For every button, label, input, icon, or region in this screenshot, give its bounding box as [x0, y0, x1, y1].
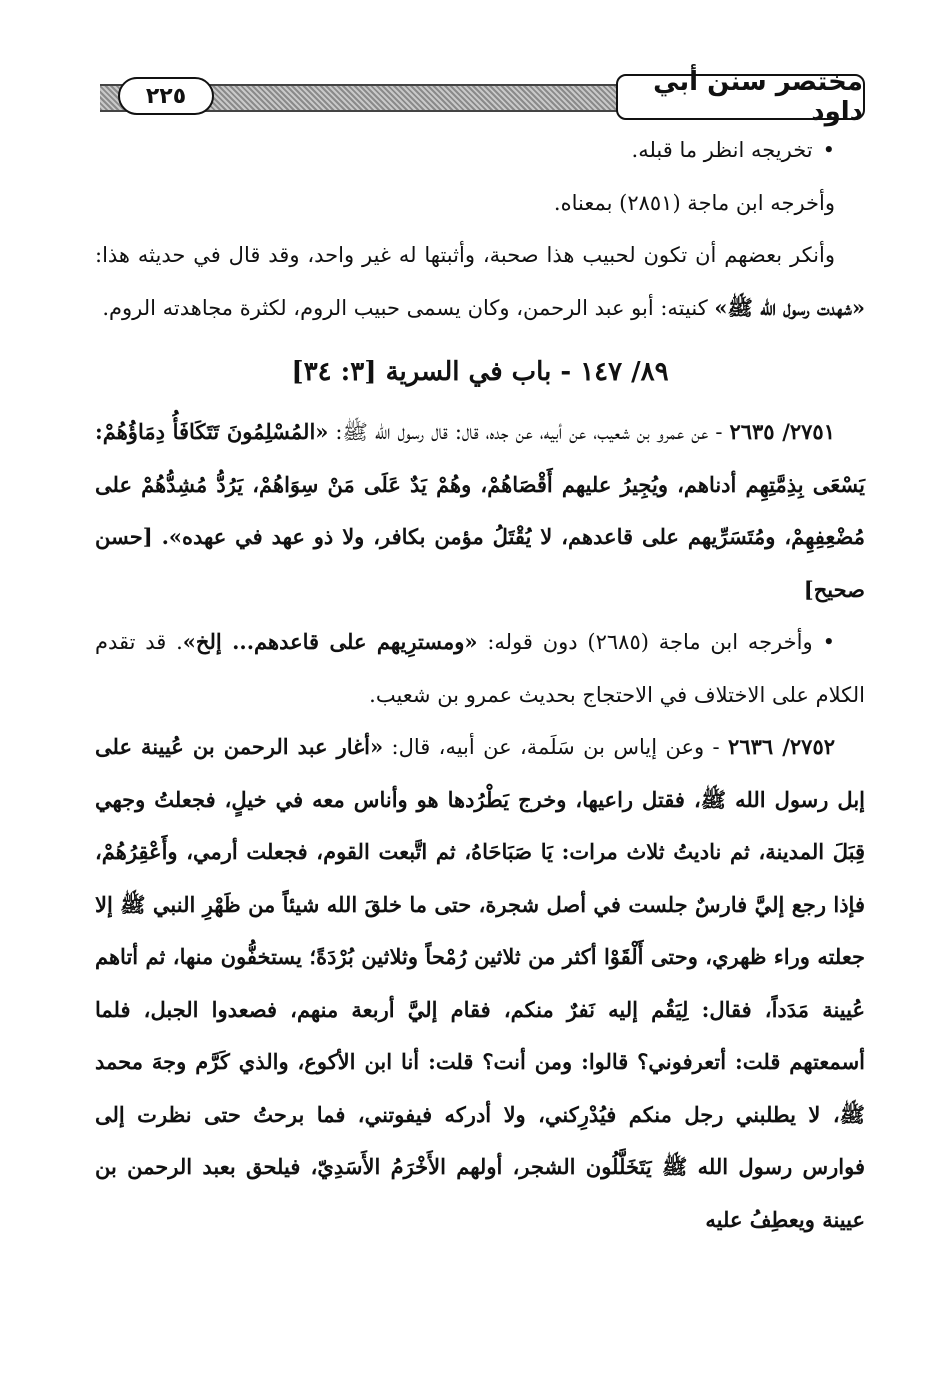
- footnote-paragraph: [95, 229, 865, 334]
- book-title: مختصر سنن أبي داود: [616, 74, 865, 120]
- hadith-text: «أغار عبد الرحمن بن عُيينة على إبل رسول الله ﷺ، فقتل راعيها، وخرج يَطْرُدها هو وأناس معه في خيلٍ، فجعلتُ وجهي قِبَلَ المدينة، ثم ناديتُ ثلاث مرات: يَا صَبَاحَاهُ، ثم اتَّبعت القوم، فجعلت أرمي، وأَعْقِرُهُمْ، فإذا رجع إليَّ فارسٌ جلست في أصل شجرة، حتى ما خلقَ الله شيئاً من ظَهْرِ النبي ﷺ إلا جعلته وراء ظهري، وحتى أَلْقَوْا أكثر من ثلاثين رُمْحاً وثلاثين بُرْدَةً؛ يستخفُّون منها، ثم أتاهم عُيينة مَدَداً، فقال: لِيَقُم إليه نَفرٌ منكم، فقام إليَّ أربعة منهم، فصعدوا الجبل، فلما أسمعتهم قلت: أتعرفوني؟ قالوا: ومن أنت؟ قلت: أنا ابن الأكوع، والذي كَرَّم وجهَ محمد ﷺ، لا يطلبني رجل منكم فيُدْرِكني، ولا أدركه فيفوتني، فما برحتُ حتى نظرت إلى فوارس رسول الله ﷺ يَتَخَلَّلُون الشجر، أولهم الأَخْرَمُ الأَسَدِيّ، فيلحق بعبد الرحمن بن عيينة ويعطِفُ عليه: [95, 734, 865, 1232]
- quote-text: «شهدت رسول الله ﷺ»: [714, 294, 865, 320]
- paragraph-text: وأنكر بعضهم أن تكون لحبيب هذا صحبة، وأثبتها له غير واحد، وقد قال في حديثه هذا:: [95, 243, 835, 267]
- chapter-heading: ٨٩/ ١٤٧ - باب في السرية [٣: ٣٤]: [291, 357, 669, 387]
- hadith-2752: [95, 721, 865, 1246]
- footnote-paragraph: • تخريجه انظر ما قبله.: [95, 124, 865, 177]
- page-body: [95, 124, 865, 1246]
- note-text: وأخرجه ابن ماجة (٢٦٨٥) دون قوله:: [477, 630, 813, 654]
- hadith-2751: [95, 406, 865, 616]
- page-number: ٢٢٥: [118, 77, 214, 115]
- hadith-chain: - وعن إياس بن سَلَمة، عن أبيه، قال:: [383, 735, 729, 759]
- hadith-text: «المُسْلِمُونَ تَتَكَافَأُ دِمَاؤُهُمْ: يَسْعَى بِذِمَّتِهِم أدناهم، ويُجِيرُ عليهم أَقْصَاهُمْ، وهُمْ يَدٌ عَلَى مَنْ سِوَاهُمْ، يَرُدُّ مُشِدُّهُمْ على مُضْعِفِهِمْ، ومُتَسَرِّيهم على قاعدهم، لا يُقْتَلُ مؤمن بكافر، ولا ذو عهد في عهده».: [95, 419, 865, 549]
- hadith-chain: - عن عمرو بن شعيب، عن أبيه، عن جده، قال: قال رسول الله ﷺ:: [328, 420, 730, 444]
- hadith-note: [95, 616, 865, 721]
- hadith-number: ٢٧٥١/ ٢٦٣٥: [729, 419, 835, 444]
- footnote-paragraph: وأخرجه ابن ماجة (٢٨٥١) بمعناه.: [553, 190, 835, 215]
- page-header: [100, 67, 865, 127]
- note-text: . قد تقدم الكلام على الاختلاف في الاحتجاج بحديث عمرو بن شعيب.: [95, 630, 865, 707]
- hadith-grade: [حسن صحيح]: [95, 524, 865, 602]
- paragraph-text: كنيته: أبو عبد الرحمن، وكان يسمى حبيب الروم، لكثرة مجاهدته الروم.: [102, 295, 715, 320]
- hadith-number: ٢٧٥٢/ ٢٦٣٦: [728, 734, 836, 759]
- quote-text: «ومسترِيهم على قاعدهم... إلخ»: [182, 629, 478, 654]
